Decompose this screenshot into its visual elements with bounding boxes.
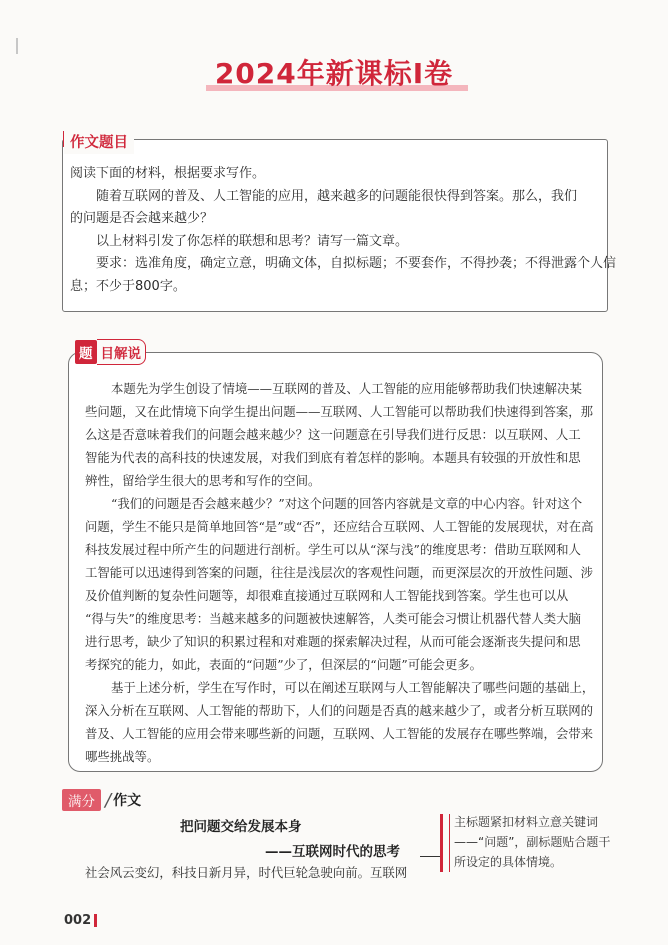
prompt-line: 息；不少于800字。 [70, 278, 186, 294]
prompt-line: 随着互联网的普及、人工智能的应用，越来越多的问题能很快得到答案。那么，我们 [96, 188, 578, 204]
side-note-text: 主标题紧扣材料立意关键词——“问题”，副标题贴合题干所设定的具体情境。 [454, 815, 611, 869]
analysis-line: 基于上述分析，学生在写作时，可以在阐述互联网与人工智能解决了哪些问题的基础上， [111, 680, 595, 695]
analysis-line: 科技发展过程中所产生的问题进行剖析。学生可以从“深与浅”的维度思考：借助互联网和人 [85, 542, 581, 557]
slash-divider: / [105, 789, 112, 811]
analysis-line: 普及、人工智能的应用会带来哪些新的问题，互联网、人工智能的发展存在哪些弊端，会带来 [85, 726, 594, 741]
essay-subtitle: ——互联网时代的思考 [265, 844, 400, 860]
prompt-line: 的问题是否会越来越少？ [70, 211, 214, 226]
analysis-line: 么这是否意味着我们的问题会越来越少？这一问题意在引导我们进行反思：以互联网、人工 [85, 427, 581, 442]
page-number-bar [94, 914, 97, 927]
analysis-line: 辨性，留给学生很大的思考和写作的空间。 [85, 473, 321, 488]
analysis-line: 哪些挑战等。 [85, 749, 160, 764]
analysis-line: 些问题，又在此情境下向学生提出问题——互联网、人工智能可以帮助我们快速得到答案，那 [85, 404, 594, 419]
analysis-line: 本题先为学生创设了情境——互联网的普及、人工智能的应用能够帮助我们快速解决某 [111, 381, 582, 396]
essay-tag [62, 789, 141, 811]
prompt-line: 阅读下面的材料，根据要求写作。 [70, 166, 266, 181]
page-number [64, 913, 97, 928]
side-note [436, 812, 616, 872]
analysis-line: 深入分析在互联网、人工智能的帮助下，人们的问题是否真的越来越少了，或者分析互联网的 [85, 703, 594, 718]
prompt-label: 作文题目 [64, 129, 134, 154]
essay-body-line: 社会风云变幻，科技日新月异，时代巨轮急驶向前。互联网 [85, 865, 408, 880]
analysis-line: “我们的问题是否会越来越少？”对这个问题的回答内容就是文章的中心内容。针对这个 [111, 496, 583, 511]
analysis-line: 问题，学生不能只是简单地回答“是”或“否”，还应结合互联网、人工智能的发展现状，对在高 [85, 519, 594, 534]
prompt-line: 要求：选准角度，确定立意，明确文体，自拟标题；不要套作，不得抄袭；不得泄露个人信 [96, 256, 617, 271]
analysis-text [85, 377, 593, 768]
full-score-tag: 满分 [62, 789, 101, 811]
page-number-text: 002 [64, 913, 92, 928]
essay-tag-label: 作文 [113, 793, 142, 809]
analysis-line: 及价值判断的复杂性问题等，却很难直接通过互联网和人工智能找到答案。学生也可以从 [85, 588, 569, 603]
analysis-badge [75, 341, 146, 363]
prompt-line: 以上材料引发了你怎样的联想和思考？请写一篇文章。 [96, 233, 409, 249]
analysis-line: 进行思考，缺少了知识的积累过程和对难题的探索解决过程，从而可能会逐渐丧失提问和思 [85, 634, 581, 649]
prompt-text [70, 163, 617, 298]
analysis-badge-first: 题 [75, 340, 97, 364]
analysis-line: 工智能可以迅速得到答案的问题，往往是浅层次的客观性问题，而更深层次的开放性问题、涉 [85, 565, 594, 580]
essay-title: 把问题交给发展本身 [180, 819, 302, 835]
side-note-rail [440, 814, 450, 872]
analysis-line: 考探究的能力，如此，表面的“问题”少了，但深层的“问题”可能会更多。 [85, 657, 483, 672]
analysis-line: 智能为代表的高科技的快速发展，对我们到底有着怎样的影响。本题具有较强的开放性和思 [85, 450, 581, 465]
side-note-connector [420, 856, 440, 857]
page-title: 2024年新课标Ⅰ卷 [214, 57, 454, 90]
analysis-badge-rest: 目解说 [97, 339, 147, 365]
analysis-line: “得与失”的维度思考：当越来越多的问题被快速解答，人类可能会习惯让机器代替人类大脑 [85, 611, 581, 626]
